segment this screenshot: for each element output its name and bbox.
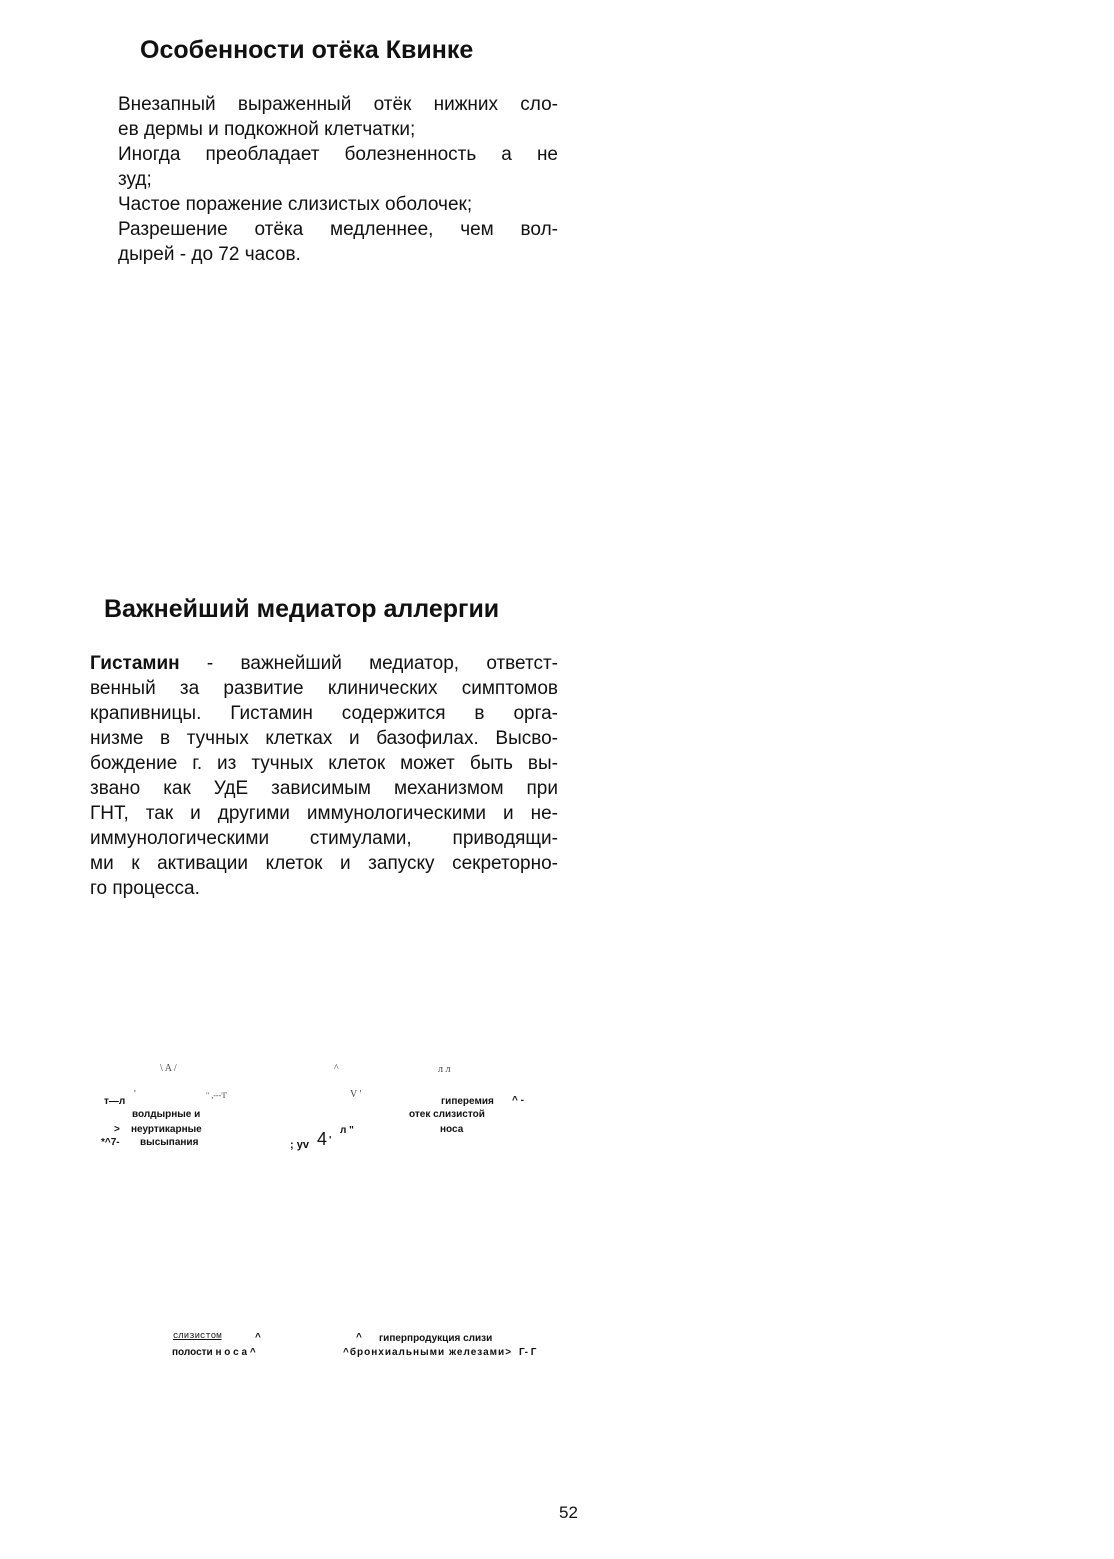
diagram-noise: '	[134, 1089, 136, 1100]
histamine-term: Гистамин	[90, 653, 180, 674]
wheals-label-line3: высыпания	[140, 1137, 199, 1148]
section1-line: Разрешение отёка медленнее, чем вол-	[118, 219, 558, 240]
section1-line: Внезапный выраженный отёк нижних сло-	[118, 94, 558, 115]
section2-line: крапивницы. Гистамин содержится в орга-	[90, 703, 558, 724]
section1-line: Частое поражение слизистых оболочек;	[118, 194, 473, 215]
hyperemia-label: гиперемия	[441, 1096, 494, 1107]
section2-title: Важнейший медиатор аллергии	[104, 595, 500, 623]
section2-lead-rest: - важнейший медиатор, ответст-	[179, 653, 558, 674]
bottom-right-mark: ^	[356, 1332, 362, 1343]
diagram-noise: \ A /	[160, 1063, 177, 1074]
diagram-noise: л л	[438, 1064, 451, 1075]
center-small: л "	[340, 1125, 354, 1136]
diagram-noise: " ,---'Г	[206, 1091, 228, 1100]
diagram-noise: ^	[334, 1063, 339, 1074]
nasal-cavity-label: полости н о с а ^	[172, 1347, 256, 1358]
mucosa-edema-label-line2: носа	[440, 1124, 464, 1135]
diagram-noise: V '	[350, 1089, 362, 1100]
section2-line: ГНТ, так и другими иммунологическими и не-	[90, 803, 558, 824]
hyperemia-mark: ^ -	[512, 1095, 524, 1106]
center-main-a: ; yv	[290, 1139, 309, 1151]
wheals-prefix: *^7-	[101, 1137, 120, 1148]
section2-lead-line	[90, 651, 558, 676]
wheals-label-line1: волдырные и	[132, 1109, 201, 1120]
bronchial-glands-label: ^бронхиальными железами>	[343, 1347, 513, 1358]
section2-line: бождение г. из тучных клеток может быть вы-	[90, 753, 558, 774]
section2-line: звано как УдЕ зависимым механизмом при	[90, 778, 558, 799]
section2-line: ми к активации клеток и запуску секреторно-	[90, 853, 558, 874]
center-main-b: 4	[317, 1129, 328, 1149]
section1-line: ев дермы и подкожной клетчатки;	[118, 119, 416, 140]
bottom-left-mark: ^	[255, 1332, 261, 1343]
section2-line: иммунологическими стимулами, приводящи-	[90, 828, 558, 849]
wheals-mark: >	[114, 1124, 120, 1135]
section1-line: Иногда преобладает болезненность а не	[118, 144, 558, 165]
mucosa-label-underlined: слизистом	[173, 1331, 222, 1341]
center-main-c: '	[329, 1135, 332, 1146]
wheals-label-line2: неуртикарные	[131, 1124, 202, 1135]
section2-line: венный за развитие клинических симптомов	[90, 678, 558, 699]
page-number: 52	[559, 1503, 578, 1522]
section2-text	[90, 651, 558, 901]
bottom-right-tail: Г- Г	[519, 1347, 537, 1358]
mucus-hyperproduction-label: гиперпродукция слизи	[379, 1333, 493, 1344]
section1-line: зуд;	[118, 169, 152, 190]
section1-title: Особенности отёка Квинке	[140, 36, 474, 64]
section2-line: низме в тучных клетках и базофилах. Высво-	[90, 728, 558, 749]
mucosa-edema-label-line1: отек слизистой	[409, 1109, 485, 1120]
section1-line: дырей - до 72 часов.	[118, 244, 301, 265]
diagram-t-left: т—л	[104, 1096, 126, 1107]
section2-line: го процесса.	[90, 878, 200, 899]
section1-text	[118, 92, 558, 267]
